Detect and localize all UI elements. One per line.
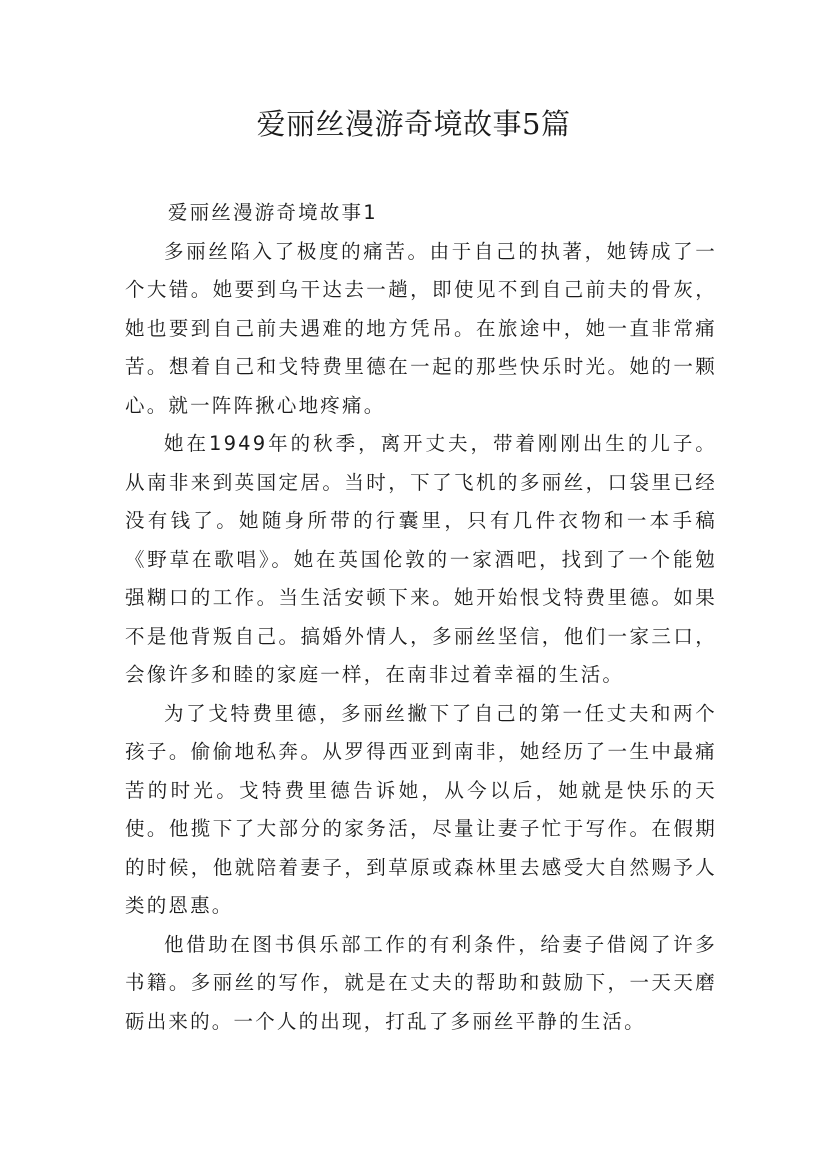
document-title: 爱丽丝漫游奇境故事5篇 bbox=[256, 107, 571, 141]
section-heading: 爱丽丝漫游奇境故事1 bbox=[167, 201, 378, 224]
paragraph-3: 为了戈特费里德，多丽丝撇下了自己的第一任丈夫和两个孩子。偷偷地私奔。从罗得西亚到南非，她经历了一生中最痛苦的时光。戈特费里德告诉她，从今以后，她就是快乐的天使。他揽下了大部分的家务活，尽量让妻子忙于写作。在假期的时候，他就陪着妻子，到草原或森林里去感受大自然赐予人类的恩惠。 bbox=[125, 701, 717, 917]
paragraph-4: 他借助在图书俱乐部工作的有利条件，给妻子借阅了许多书籍。多丽丝的写作，就是在丈夫的帮助和鼓励下，一天天磨砺出来的。一个人的出现，打乱了多丽丝平静的生活。 bbox=[125, 932, 717, 1033]
paragraph-1: 多丽丝陷入了极度的痛苦。由于自己的执著，她铸成了一个大错。她要到乌干达去一趟，即使见不到自己前夫的骨灰，她也要到自己前夫遇难的地方凭吊。在旅途中，她一直非常痛苦。想着自己和戈特费里德在一起的那些快乐时光。她的一颗心。就一阵阵揪心地疼痛。 bbox=[125, 239, 717, 417]
paragraph-2: 她在1949年的秋季，离开丈夫，带着刚刚出生的儿子。从南非来到英国定居。当时，下了飞机的多丽丝，口袋里已经没有钱了。她随身所带的行囊里，只有几件衣物和一本手稿《野草在歌唱》。她在英国伦敦的一家酒吧，找到了一个能勉强糊口的工作。当生活安顿下来。她开始恨戈特费里德。如果不是他背叛自己。搞婚外情人，多丽丝坚信，他们一家三口，会像许多和睦的家庭一样，在南非过着幸福的生活。 bbox=[125, 432, 717, 686]
document-body bbox=[125, 194, 717, 1041]
